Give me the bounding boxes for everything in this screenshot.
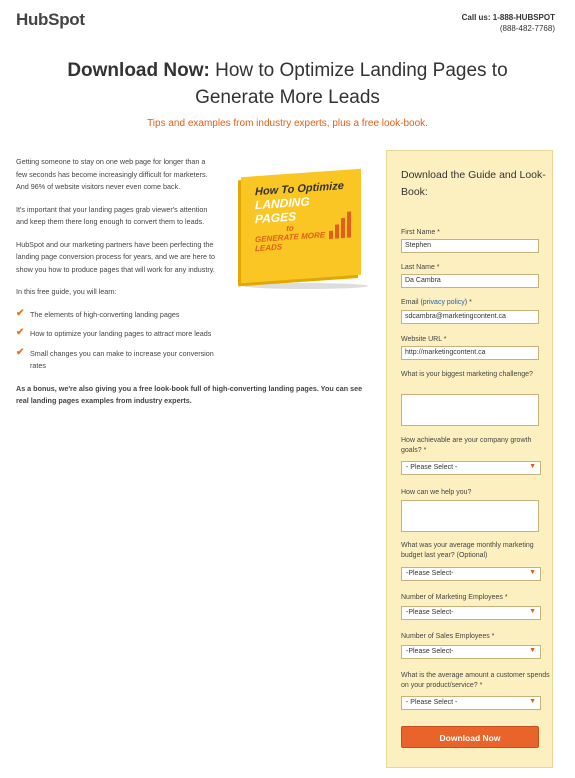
intro-paragraph-1: Getting someone to stay on one web page for longer than a few seconds has become increasingly difficult for marketers. And 96% of website visitors never even come back. <box>16 157 208 191</box>
chevron-down-icon: ▼ <box>529 569 536 576</box>
growth-chart-icon <box>329 207 357 239</box>
growth-goals-select[interactable]: - Please Select - ▼ <box>401 461 541 475</box>
first-name-label: First Name * <box>401 229 440 236</box>
sales-employees-label: Number of Sales Employees * <box>401 633 495 640</box>
contact-info <box>462 12 555 34</box>
intro-paragraph-4: In this free guide, you will learn: <box>16 287 117 296</box>
list-item: ✔ Small changes you can make to increase your conversion rates <box>16 346 214 370</box>
page-header <box>0 0 575 44</box>
book-cover <box>241 169 361 283</box>
intro-paragraph-2: It's important that your landing pages grab viewer's attention and keep them there long enough to convert them to leads. <box>16 204 208 226</box>
customer-spend-label: What is the average amount a customer spends on your product/service? * <box>401 672 550 689</box>
challenge-label: What is your biggest marketing challenge? <box>401 371 533 378</box>
website-field[interactable]: http://marketingcontent.ca <box>401 346 539 360</box>
budget-select[interactable]: -Please Select- ▼ <box>401 567 541 581</box>
chevron-down-icon: ▼ <box>529 608 536 615</box>
email-field[interactable]: sdcambra@marketingcontent.ca <box>401 310 539 324</box>
title-bold: Download Now: <box>67 60 210 81</box>
email-label: Email (privacy policy) * <box>401 299 472 306</box>
download-now-button[interactable]: Download Now <box>401 726 539 748</box>
first-name-field[interactable]: Stephen <box>401 239 539 253</box>
benefits-list <box>16 309 216 373</box>
book-title-line-2: LANDING PAGES <box>255 194 310 227</box>
budget-label: What was your average monthly marketing budget last year? (Optional) <box>401 542 534 559</box>
call-us-text: Call us: 1-888-HUBSPOT <box>461 13 555 22</box>
sales-employees-select[interactable]: -Please Select- ▼ <box>401 645 541 659</box>
chevron-down-icon: ▼ <box>529 698 536 705</box>
marketing-employees-label: Number of Marketing Employees * <box>401 594 508 601</box>
chevron-down-icon: ▼ <box>529 647 536 654</box>
checkmark-icon: ✔ <box>16 307 25 319</box>
marketing-employees-select[interactable]: -Please Select- ▼ <box>401 606 541 620</box>
challenge-textarea[interactable] <box>401 394 539 426</box>
ebook-cover-image <box>236 165 368 285</box>
title-rest-1: How to Optimize Landing Pages to <box>215 60 508 81</box>
privacy-policy-link[interactable]: privacy policy <box>422 299 465 306</box>
bonus-text: As a bonus, we're also giving you a free look-book full of high-converting landing pages. You can see real landing pages examples from industry experts. <box>16 383 363 405</box>
help-label: How can we help you? <box>401 489 472 496</box>
phone-number: (888-482-7768) <box>499 24 555 33</box>
book-title-line-3: to <box>286 223 294 234</box>
book-title-line-1: How To Optimize <box>255 180 344 199</box>
intro-paragraph-3: HubSpot and our marketing partners have been perfecting the landing page conversion process for years, and we are here to show you how to produce pages that will work for any industry. <box>16 239 215 274</box>
page-title <box>0 57 575 111</box>
page-subtitle: Tips and examples from industry experts, plus a free look-book. <box>147 118 428 129</box>
download-form <box>386 150 553 768</box>
form-title: Download the Guide and Look-Book: <box>401 169 546 198</box>
title-rest-2: Generate More Leads <box>195 87 380 108</box>
website-label: Website URL * <box>401 336 447 343</box>
customer-spend-select[interactable]: - Please Select - ▼ <box>401 696 541 710</box>
hubspot-logo[interactable]: HubSpot <box>16 10 85 29</box>
last-name-label: Last Name * <box>401 264 440 271</box>
book-shadow <box>244 283 368 289</box>
help-textarea[interactable] <box>401 500 539 532</box>
checkmark-icon: ✔ <box>16 346 25 358</box>
list-item: ✔ How to optimize your landing pages to attract more leads <box>16 327 212 338</box>
growth-goals-label: How achievable are your company growth goals? * <box>401 437 532 454</box>
last-name-field[interactable]: Da Cambra <box>401 274 539 288</box>
book-title-line-4: GENERATE MORE LEADS <box>255 230 326 254</box>
list-item: ✔ The elements of high-converting landing pages <box>16 307 180 319</box>
checkmark-icon: ✔ <box>16 327 25 338</box>
chevron-down-icon: ▼ <box>529 463 536 470</box>
